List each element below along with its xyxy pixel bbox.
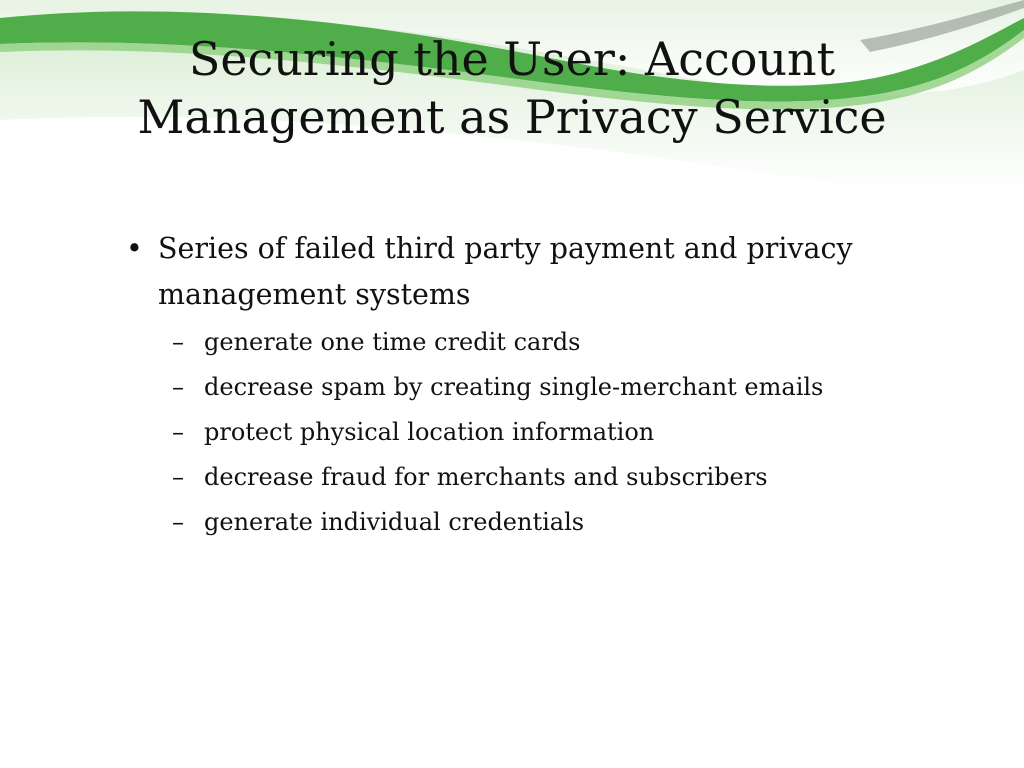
sub-bullet-item — [120, 320, 920, 365]
bullet-text: Series of failed third party payment and privacy management systems — [158, 232, 853, 311]
slide-body — [120, 226, 920, 545]
sub-bullet-marker: – — [172, 508, 184, 536]
sub-bullet-marker: – — [172, 328, 184, 356]
sub-bullet-marker: – — [172, 418, 184, 446]
sub-bullet-marker: – — [172, 463, 184, 491]
sub-bullet-text: decrease spam by creating single-merchant emails — [204, 373, 824, 401]
sub-bullet-text: generate one time credit cards — [204, 328, 581, 356]
sub-bullet-item — [120, 455, 920, 500]
sub-bullet-text: protect physical location information — [204, 418, 655, 446]
slide-title — [60, 30, 964, 146]
sub-bullet-marker: – — [172, 373, 184, 401]
slide-title-line-1: Securing the User: Account — [188, 32, 836, 86]
bullet-item — [120, 226, 920, 318]
sub-bullet-text: decrease fraud for merchants and subscribers — [204, 463, 768, 491]
sub-bullet-list — [120, 320, 920, 545]
sub-bullet-text: generate individual credentials — [204, 508, 585, 536]
sub-bullet-item — [120, 410, 920, 455]
slide-title-line-2: Management as Privacy Service — [137, 90, 887, 144]
bullet-marker: • — [126, 232, 143, 265]
sub-bullet-item — [120, 500, 920, 545]
sub-bullet-item — [120, 365, 920, 410]
